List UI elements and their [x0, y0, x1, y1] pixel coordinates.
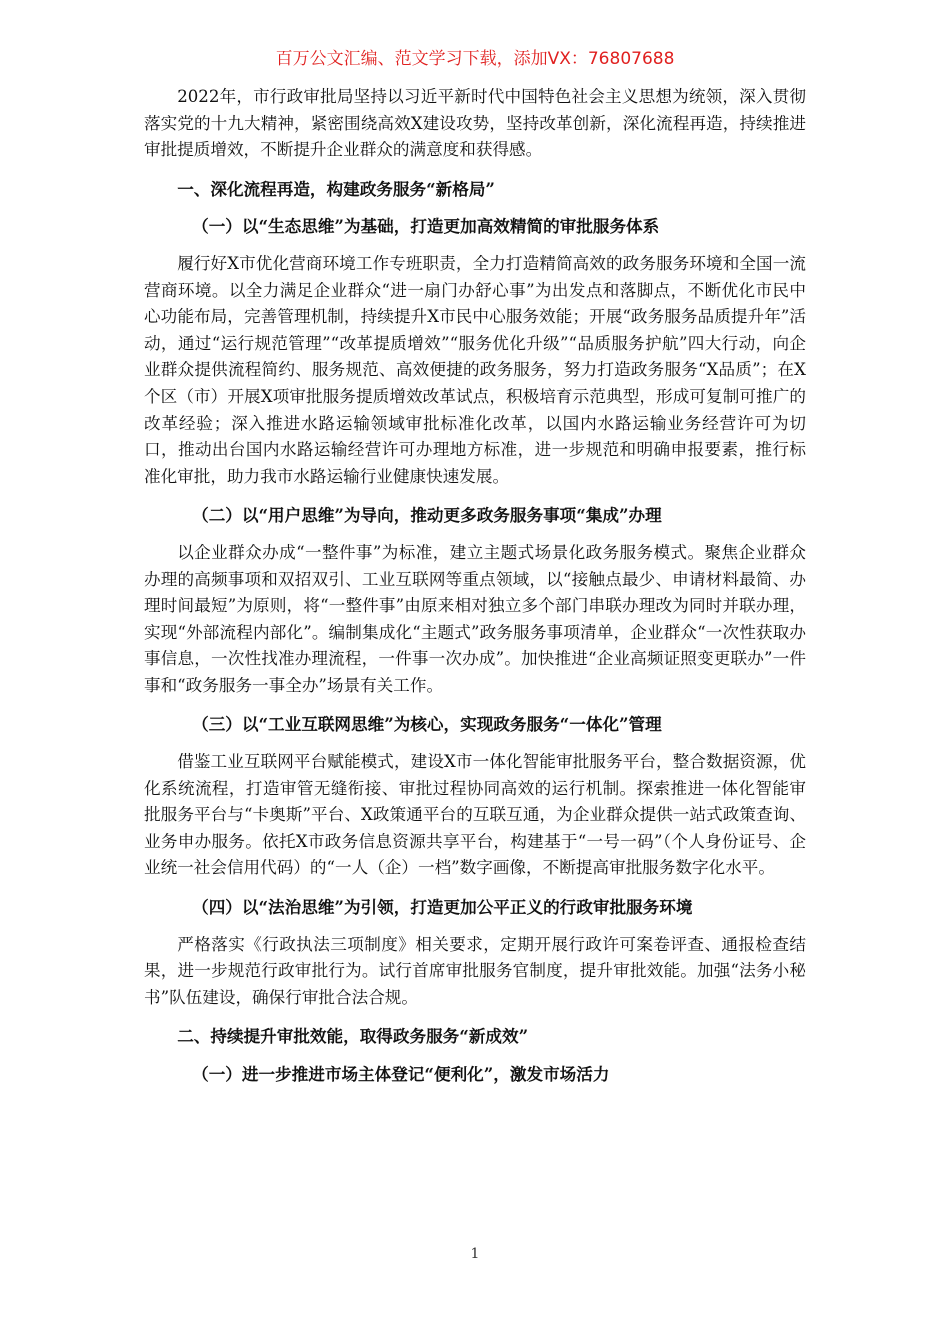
paragraph-1-3: 借鉴工业互联网平台赋能模式，建设X市一体化智能审批服务平台，整合数据资源，优化系统流程，打造审管无缝衔接、审批过程协同高效的运行机制。探索推进一体化智能审批服务平台与“卡奥斯”平台、X政策通平台的互联互通，为企业群众提供一站式政策查询、业务申办服务。依托X市政务信息资源共享平台，构建基于“一号一码”（个人身份证号、企业统一社会信用代码）的“一人（企）一档”数字画像，不断提高审批服务数字化水平。: [144, 752, 806, 878]
paragraph-1-2: 以企业群众办成“一整件事”为标准，建立主题式场景化政务服务模式。聚焦企业群众办理的高频事项和双招双引、工业互联网等重点领域，以“接触点最少、申请材料最简、办理时间最短”为原则，将“一整件事”由原来相对独立多个部门串联办理改为同时并联办理，实现“外部流程内部化”。编制集成化“主题式”政务服务事项清单，企业群众“一次性获取办事信息，一次性找准办理流程，一件事一次办成”。加快推进“企业高频证照变更联办”一件事和“政务服务一事全办”场景有关工作。: [144, 542, 806, 695]
subsection-heading-2-1: （一）进一步推进市场主体登记“便利化”，激发市场活力: [192, 1064, 610, 1084]
subsection-heading-1-3: （三）以“工业互联网思维”为核心，实现政务服务“一体化”管理: [192, 714, 662, 735]
paragraph-1-4: 严格落实《行政执法三项制度》相关要求，定期开展行政许可案卷评查、通报检查结果，进一步规范行政审批行为。试行首席审批服务官制度，提升审批效能。加强“法务小秘书”队伍建设，确保行审批合法合规。: [144, 934, 806, 1007]
subsection-heading-1-4: （四）以“法治思维”为引领，打造更加公平正义的行政审批服务环境: [192, 897, 693, 918]
paragraph-1-1: 履行好X市优化营商环境工作专班职责，全力打造精简高效的政务服务环境和全国一流营商环境。以全力满足企业群众“进一扇门办舒心事”为出发点和落脚点，不断优化市民中心功能布局，完善管理机制，持续提升X市民中心服务效能；开展“政务服务品质提升年”活动，通过“运行规范管理”“改革提质增效”“服务优化升级”“品质服务护航”四大行动，向企业群众提供流程简约、服务规范、高效便捷的政务服务，努力打造政务服务“X品质”；在X个区（市）开展X项审批服务提质增效改革试点，积极培育示范典型，形成可复制可推广的改革经验；深入推进水路运输领域审批标准化改革，以国内水路运输业务经营许可为切口，推动出台国内水路运输经营许可办理地方标准，进一步规范和明确申报要素，推行标准化审批，助力我市水路运输行业健康快速发展。: [144, 253, 806, 486]
document-body: [144, 84, 806, 1099]
section-heading-2: 二、持续提升审批效能，取得政务服务“新成效”: [177, 1026, 529, 1047]
subsection-heading-1-1: （一）以“生态思维”为基础，打造更加高效精简的审批服务体系: [192, 216, 660, 237]
promo-banner: [0, 46, 950, 72]
subsection-heading-1-2: （二）以“用户思维”为导向，推动更多政务服务事项“集成”办理: [192, 505, 662, 526]
intro-paragraph: 2022年，市行政审批局坚持以习近平新时代中国特色社会主义思想为统领，深入贯彻落实党的十九大精神，紧密围绕高效X建设攻势，坚持改革创新，深化流程再造，持续推进审批提质增效，不断提升企业群众的满意度和获得感。: [144, 87, 806, 160]
section-heading-1: 一、深化流程再造，构建政务服务“新格局”: [177, 178, 495, 199]
promo-banner-text: 百万公文汇编、范文学习下载，添加VX：76807688: [275, 49, 675, 69]
page-number: 1: [470, 1246, 480, 1262]
